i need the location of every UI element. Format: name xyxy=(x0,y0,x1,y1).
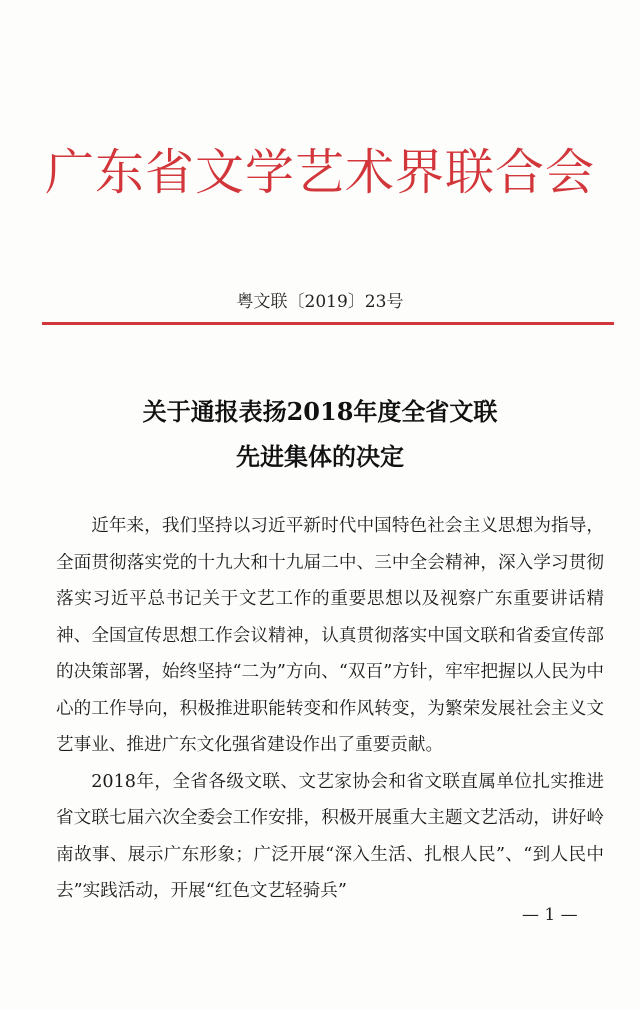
organization-masthead: 广东省文学艺术界联合会 xyxy=(44,144,595,201)
document-number: 粤文联〔2019〕23号 xyxy=(236,292,404,312)
document-title-line-1: 关于通报表扬2018年度全省文联 xyxy=(142,397,498,426)
page-number: — 1 — xyxy=(522,905,578,925)
body-paragraph-1: 近年来，我们坚持以习近平新时代中国特色社会主义思想为指导，全面贯彻落实党的十九大和十九届二中、三中全会精神，深入学习贯彻落实习近平总书记关于文艺工作的重要思想以及视察广东重要讲话精神、全国宣传思想工作会议精神，认真贯彻落实中国文联和省委宣传部的决策部署，始终坚持“二为”方向、“双百”方针，牢牢把握以人民为中心的工作导向，积极推进职能转变和作风转变，为繁荣发展社会主义文艺事业、推进广东文化强省建设作出了重要贡献。 xyxy=(56,516,604,755)
body-text xyxy=(56,508,604,910)
document-title-line-2: 先进集体的决定 xyxy=(236,442,404,471)
red-divider-rule xyxy=(42,322,614,325)
body-paragraph-2: 2018年，全省各级文联、文艺家协会和省文联直属单位扎实推进省文联七届六次全委会工作安排，积极开展重大主题文艺活动，讲好岭南故事、展示广东形象；广泛开展“深入生活、扎根人民”、“到人民中去”实践活动，开展“红色文艺轻骑兵” xyxy=(56,771,604,901)
